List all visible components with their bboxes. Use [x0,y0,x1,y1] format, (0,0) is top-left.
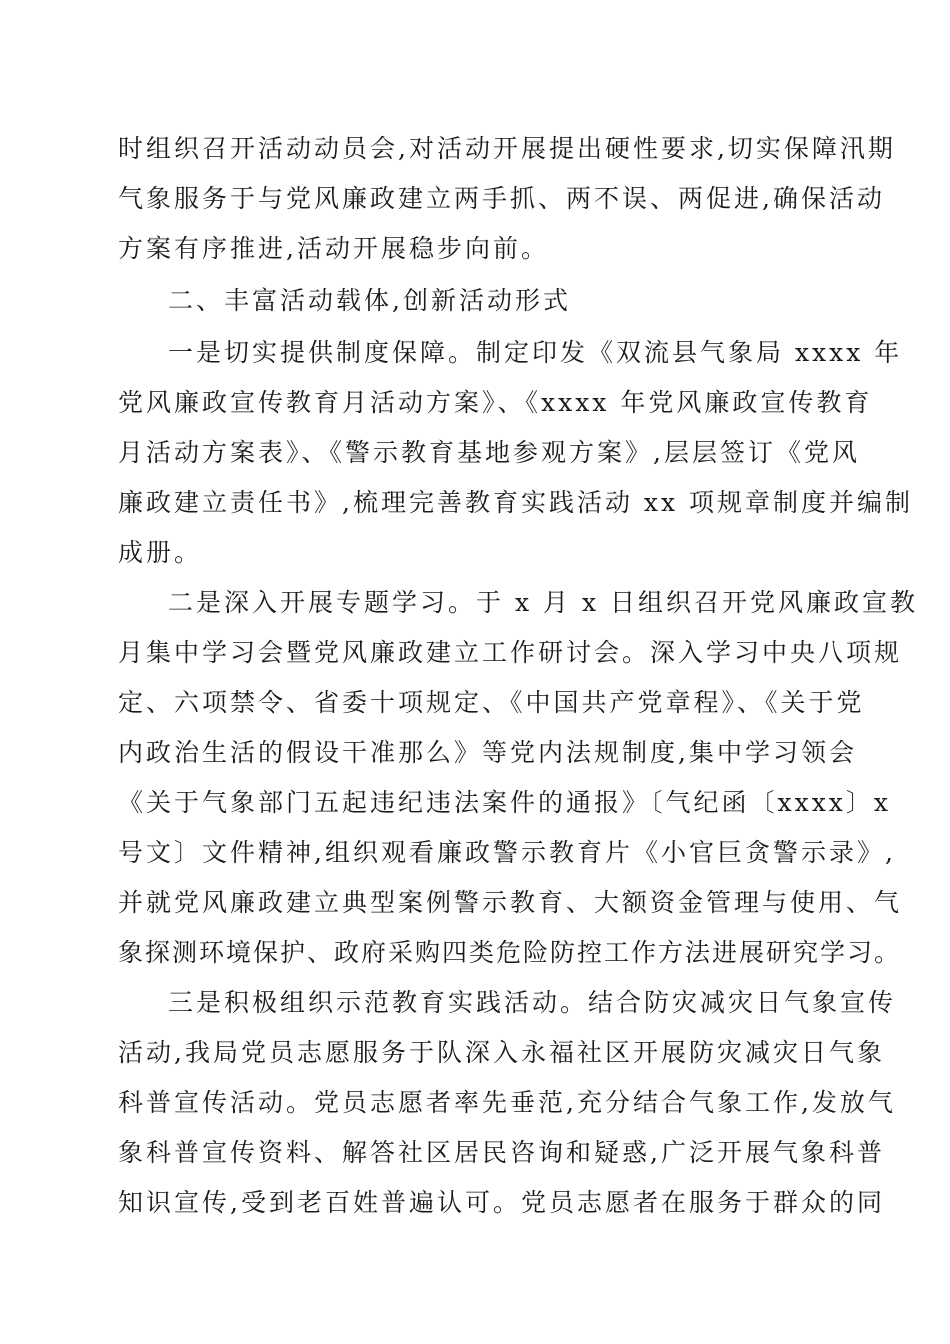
text-line: 定、六项禁令、省委十项规定、《中国共产党章程》、《关于党 [118,688,865,717]
text-line: 活动,我局党员志愿服务于队深入永福社区开展防灾减灾日气象 [118,1038,885,1067]
text-line: 党风廉政宣传教育月活动方案》、《xxxx 年党风廉政宣传教育 [118,388,873,417]
text-line: 知识宣传,受到老百姓普遍认可。党员志愿者在服务于群众的同 [118,1188,885,1217]
text-line: 号文〕文件精神,组织观看廉政警示教育片《小官巨贪警示录》, [118,838,896,867]
text-line: 科普宣传活动。党员志愿者率先垂范,充分结合气象工作,发放气 [118,1088,896,1117]
paragraph-first-line: 一是切实提供制度保障。制定印发《双流县气象局 xxxx 年 [168,338,903,367]
text-line: 《关于气象部门五起违纪违法案件的通报》〔气纪函〔xxxx〕x [118,788,891,817]
section-heading: 二、丰富活动载体,创新活动形式 [168,286,571,315]
text-line: 成册。 [118,538,203,567]
paragraph-first-line: 二是深入开展专题学习。于 x 月 x 日组织召开党风廉政宣教 [168,588,918,617]
text-line: 并就党风廉政建立典型案例警示教育、大额资金管理与使用、气 [118,888,903,917]
text-line: 月集中学习会暨党风廉政建立工作研讨会。深入学习中央八项规 [118,638,903,667]
text-line: 廉政建立责任书》,梳理完善教育实践活动 xx 项规章制度并编制 [118,488,914,517]
text-line: 月活动方案表》、《警示教育基地参观方案》,层层签订《党风 [118,438,860,467]
paragraph-first-line: 三是积极组织示范教育实践活动。结合防灾减灾日气象宣传 [168,988,897,1017]
text-line: 方案有序推进,活动开展稳步向前。 [118,234,549,263]
text-line: 气象服务于与党风廉政建立两手抓、两不误、两促进,确保活动 [118,184,885,213]
text-line: 时组织召开活动动员会,对活动开展提出硬性要求,切实保障汛期 [118,134,896,163]
text-line: 内政治生活的假设干准那么》等党内法规制度,集中学习领会 [118,738,857,767]
text-line: 象探测环境保护、政府采购四类危险防控工作方法进展研究学习。 [118,938,902,967]
text-line: 象科普宣传资料、解答社区居民咨询和疑惑,广泛开展气象科普 [118,1138,885,1167]
